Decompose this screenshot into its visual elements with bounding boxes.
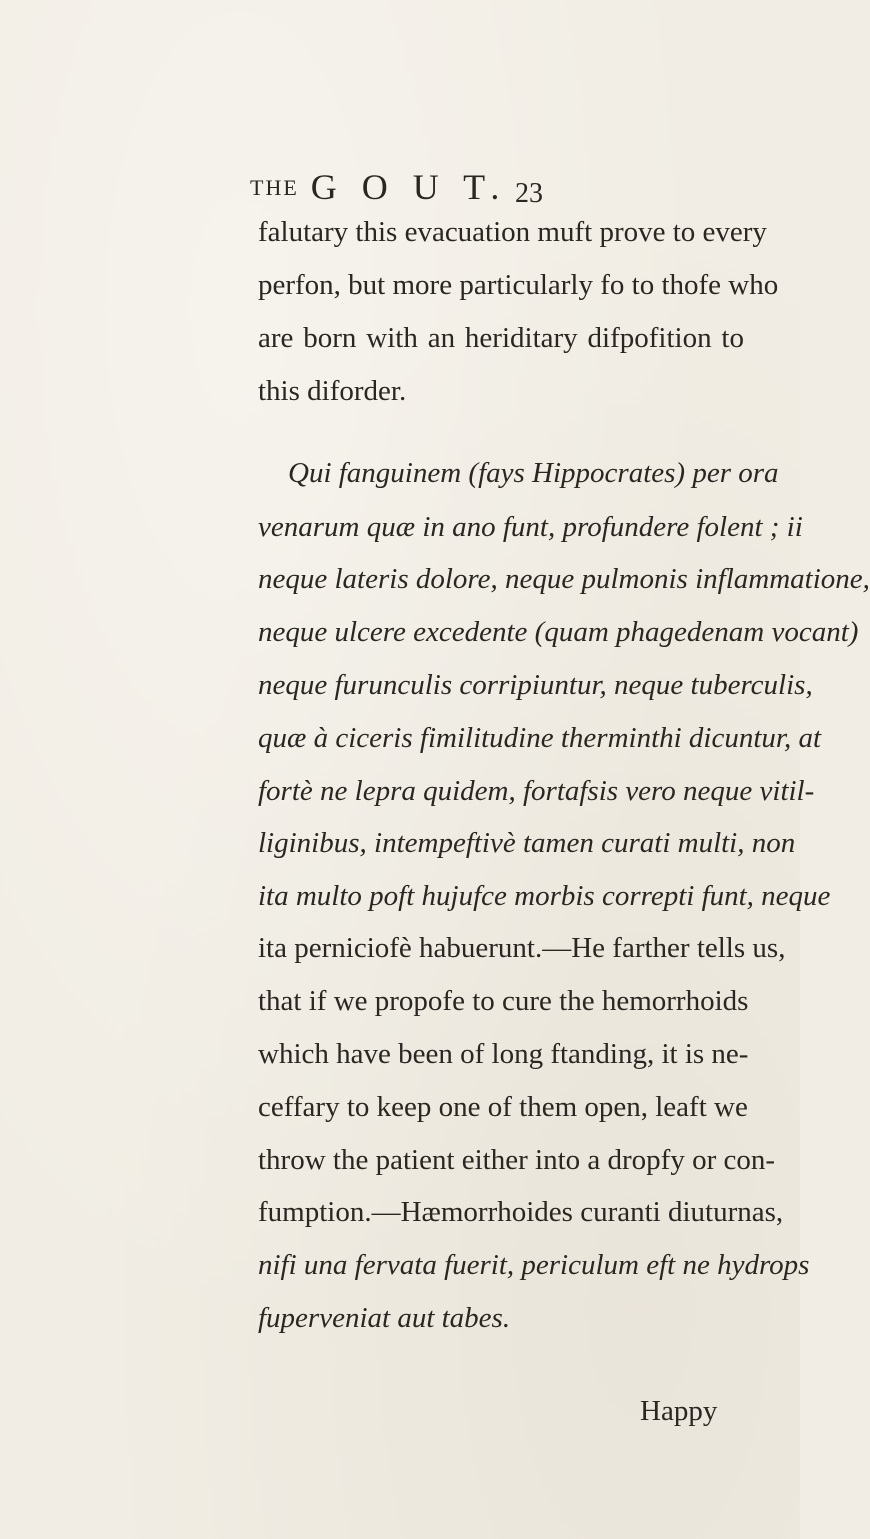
text-line: this diforder. [258,375,407,407]
text-line: that if we propofe to cure the hemorrhoids [258,985,749,1017]
text-line: perfon, but more particularly fo to thofe who [258,269,779,301]
text-line: venarum quæ in ano funt, profundere folent ; ii [258,511,803,543]
text-line: ita perniciofè habuerunt.—He farther tells us, [258,932,786,964]
text-line: fuperveniat aut tabes. [258,1302,511,1334]
text-line: ita multo poft hujufce morbis correpti funt, neque [258,880,831,912]
running-head-article: THE [250,175,299,200]
text-line: liginibus, intempeftivè tamen curati multi, non [258,827,796,859]
page-number: 23 [515,178,543,209]
text-line: falutary this evacuation muft prove to every [258,216,767,248]
text-line: neque furunculis corripiuntur, neque tuberculis, [258,669,813,701]
text-line: nifi una fervata fuerit, periculum eft ne hydrops [258,1249,810,1281]
running-head-main: G O U T. [310,167,508,207]
text-line: throw the patient either into a dropfy or con- [258,1144,776,1176]
catchword: Happy [640,1395,718,1427]
text-line: quæ à ciceris fimilitudine therminthi dicuntur, at [258,722,822,754]
text-line: neque ulcere excedente (quam phagedenam vocant) [258,616,859,648]
text-line: fumption.—Hæmorrhoides curanti diuturnas, [258,1196,784,1228]
text-line: ceffary to keep one of them open, leaft we [258,1091,748,1123]
running-head [250,166,550,206]
text-line: fortè ne lepra quidem, fortafsis vero neque vitil- [258,775,815,807]
text-line: Qui fanguinem (fays Hippocrates) per ora [288,457,779,489]
running-head-title [250,166,507,208]
text-line: neque lateris dolore, neque pulmonis inflammatione, [258,563,870,595]
text-line: are born with an heriditary difpofition to [258,322,744,354]
text-line: which have been of long ftanding, it is ne- [258,1038,749,1070]
